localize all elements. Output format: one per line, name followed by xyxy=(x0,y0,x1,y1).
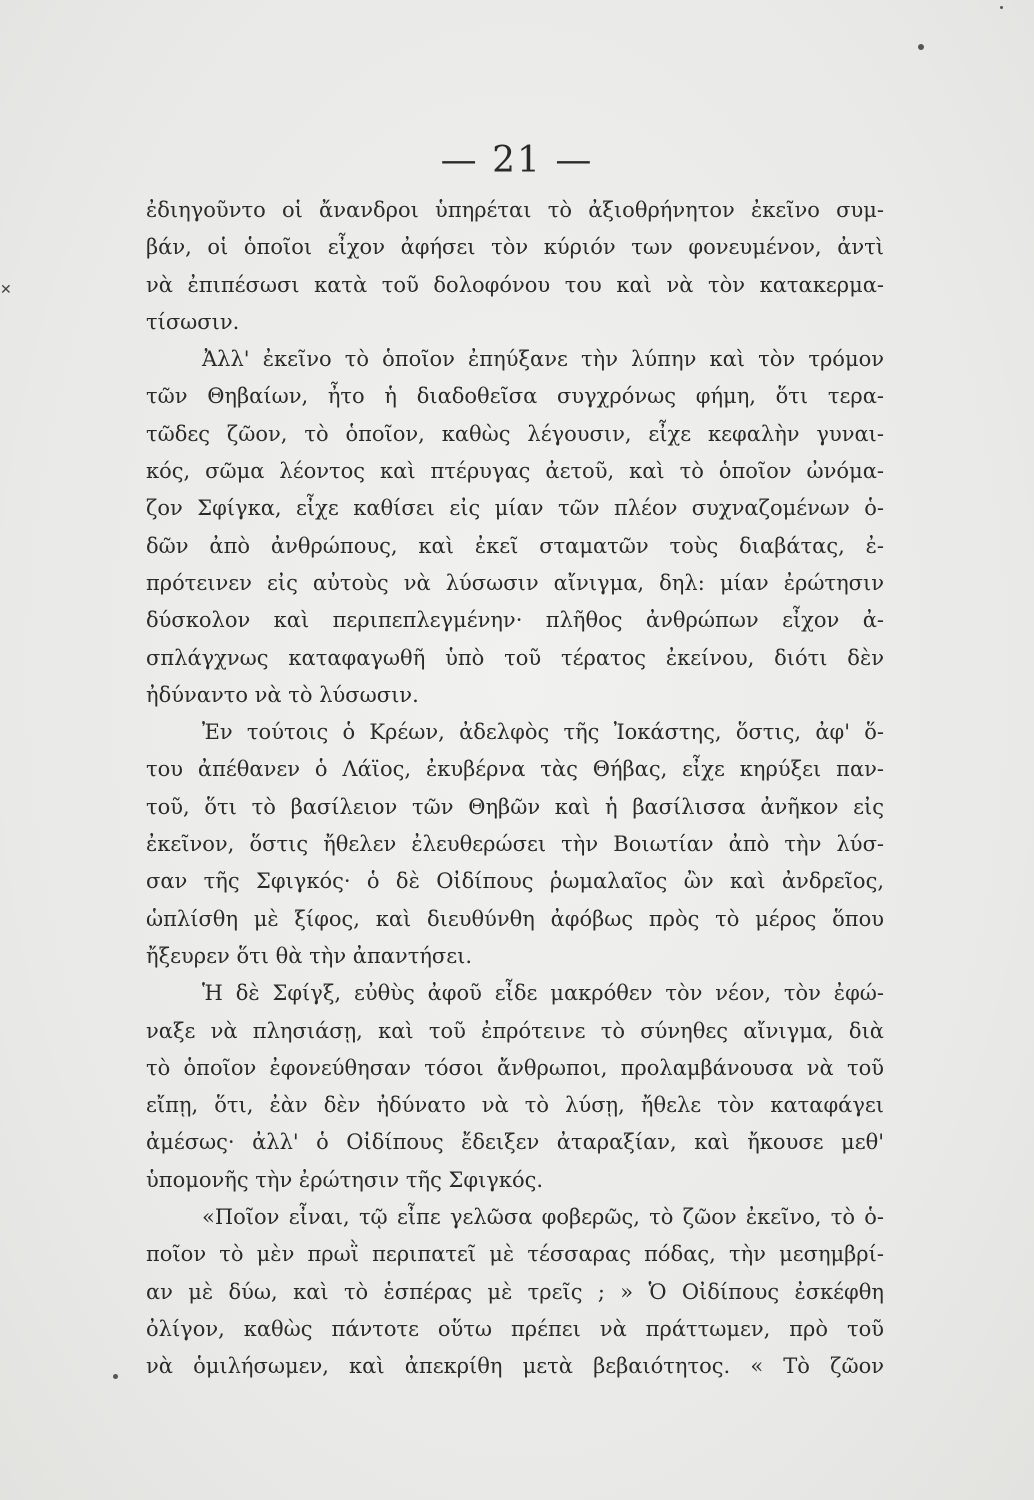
text-line: τῶδες ζῶον, τὸ ὁποῖον, καθὼς λέγουσιν, εἶχε κεφαλὴν γυναι- xyxy=(146,421,884,446)
text-line: «Ποῖον εἶναι, τῷ εἶπε γελῶσα φοβερῶς, τὸ ζῶον ἐκεῖνο, τὸ ὁ- xyxy=(202,1205,884,1230)
text-line: εἴπῃ, ὅτι, ἐὰν δὲν ἠδύνατο νὰ τὸ λύσῃ, ἤθελε τὸν καταφάγει xyxy=(146,1093,884,1118)
text-line: ὑπομονῆς τὴν ἐρώτησιν τῆς Σφιγκός. xyxy=(146,1167,544,1192)
text-line: Ἡ δὲ Σφίγξ, εὐθὺς ἀφοῦ εἶδε μακρόθεν τὸν νέον, τὸν ἐφώ- xyxy=(202,981,884,1006)
text-line: τοῦ, ὅτι τὸ βασίλειον τῶν Θηβῶν καὶ ἡ βασίλισσα ἀνῆκον εἰς xyxy=(146,794,884,819)
text-line: αν μὲ δύω, καὶ τὸ ἑσπέρας μὲ τρεῖς ; » Ὁ Οἰδίπους ἐσκέφθη xyxy=(146,1279,884,1304)
text-line: πρότεινεν εἰς αὐτοὺς νὰ λύσωσιν αἴνιγμα, δηλ: μίαν ἐρώτησιν xyxy=(146,570,884,595)
text-line: του ἀπέθανεν ὁ Λάϊος, ἐκυβέρνα τὰς Θήβας, εἶχε κηρύξει παν- xyxy=(146,757,884,782)
text-line: ἐδιηγοῦντο οἱ ἄνανδροι ὑπηρέται τὸ ἀξιοθρήνητον ἐκεῖνο συμ- xyxy=(146,198,884,222)
text-line: νὰ ὁμιλήσωμεν, καὶ ἀπεκρίθη μετὰ βεβαιότητος. « Τὸ ζῶον xyxy=(146,1354,884,1379)
text-line: σπλάγχνως καταφαγωθῆ ὑπὸ τοῦ τέρατος ἐκείνου, διότι δὲν xyxy=(146,645,884,670)
text-line: δύσκολον καὶ περιπεπλεγμένην· πλῆθος ἀνθρώπων εἶχον ἀ- xyxy=(146,608,884,633)
text-line: ζον Σφίγκα, εἶχε καθίσει εἰς μίαν τῶν πλέον συχναζομένων ὁ- xyxy=(146,496,884,521)
text-line: Ἐν τούτοις ὁ Κρέων, ἀδελφὸς τῆς Ἰοκάστης, ὅστις, ἀφ' ὅ- xyxy=(202,720,884,745)
text-line: σαν τῆς Σφιγκός· ὁ δὲ Οἰδίπους ῥωμαλαῖος ὢν καὶ ἀνδρεῖος, xyxy=(146,869,884,894)
text-line: Ἀλλ' ἐκεῖνο τὸ ὁποῖον ἐπηύξανε τὴν λύπην καὶ τὸν τρόμον xyxy=(202,347,884,372)
text-line: ἤξευρεν ὅτι θὰ τὴν ἀπαντήσει. xyxy=(146,943,473,968)
text-line: ἐκεῖνον, ὅστις ἤθελεν ἐλευθερώσει τὴν Βοιωτίαν ἀπὸ τὴν λύσ- xyxy=(146,832,884,857)
ink-speck xyxy=(113,1374,118,1379)
text-line: ἀμέσως· ἀλλ' ὁ Οἰδίπους ἔδειξεν ἀταραξίαν, καὶ ἤκουσε μεθ' xyxy=(146,1130,884,1155)
body-text xyxy=(146,192,884,1386)
ink-speck xyxy=(918,44,924,50)
ink-speck xyxy=(1000,6,1003,9)
text-line: νὰ ἐπιπέσωσι κατὰ τοῦ δολοφόνου του καὶ νὰ τὸν κατακερμα- xyxy=(146,272,884,297)
page-number: — 21 — xyxy=(440,140,594,181)
text-line: βάν, οἱ ὁποῖοι εἶχον ἀφήσει τὸν κύριόν των φονευμένον, ἀντὶ xyxy=(146,235,884,260)
text-line: ὀλίγον, καθὼς πάντοτε οὕτω πρέπει νὰ πράττωμεν, πρὸ τοῦ xyxy=(146,1316,884,1341)
margin-mark: ✕ xyxy=(0,282,12,298)
text-line: κός, σῶμα λέοντος καὶ πτέρυγας ἀετοῦ, καὶ τὸ ὁποῖον ὠνόμα- xyxy=(146,459,884,484)
text-line: ποῖον τὸ μὲν πρωῒ περιπατεῖ μὲ τέσσαρας πόδας, τὴν μεσημβρί- xyxy=(146,1242,884,1267)
text-line: ἠδύναντο νὰ τὸ λύσωσιν. xyxy=(146,682,419,707)
text-line: ὡπλίσθη μὲ ξίφος, καὶ διευθύνθη ἀφόβως πρὸς τὸ μέρος ὅπου xyxy=(146,906,884,931)
text-line: ναξε νὰ πλησιάσῃ, καὶ τοῦ ἐπρότεινε τὸ σύνηθες αἴνιγμα, διὰ xyxy=(146,1018,884,1043)
text-line: τίσωσιν. xyxy=(146,309,240,334)
text-line: τῶν Θηβαίων, ἦτο ἡ διαδοθεῖσα συγχρόνως φήμη, ὅτι τερα- xyxy=(146,384,884,409)
text-line: τὸ ὁποῖον ἐφονεύθησαν τόσοι ἄνθρωποι, προλαμβάνουσα νὰ τοῦ xyxy=(146,1055,884,1080)
text-line: δῶν ἀπὸ ἀνθρώπους, καὶ ἐκεῖ σταματῶν τοὺς διαβάτας, ἐ- xyxy=(146,533,884,558)
